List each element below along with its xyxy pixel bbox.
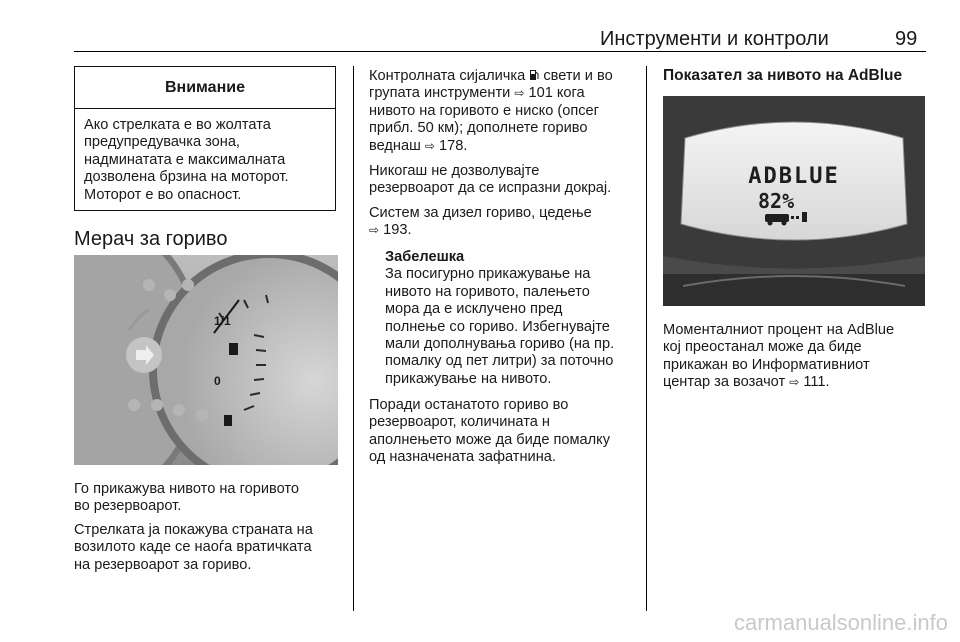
note-block (385, 249, 614, 388)
page-reference-icon: ⇨ (789, 375, 800, 390)
watermark: carmanualsonline.info (733, 610, 948, 635)
text-line: во резервоарот. (74, 498, 182, 515)
warning-box (74, 66, 336, 211)
fuel-gauge-drawing (74, 255, 338, 465)
empty-tank-paragraph (369, 163, 611, 198)
low-fuel-paragraph (369, 68, 639, 155)
text-line: нивото на горивото, палењето (385, 283, 590, 300)
adblue-description (663, 322, 894, 392)
text-span: Контролната сијаличка (369, 68, 526, 84)
warning-line: Моторот е во опасност. (84, 186, 242, 203)
text-line: Поради останатото гориво во (369, 397, 569, 413)
column-divider-right (646, 66, 647, 611)
adblue-display-illustration (663, 96, 925, 306)
fuel-gauge-illustration (74, 255, 338, 465)
column-divider-left (353, 66, 354, 611)
page-number: 99 (895, 28, 918, 50)
svg-text:0: 0 (214, 374, 221, 388)
text-line (663, 374, 894, 391)
remaining-fuel-paragraph (369, 397, 610, 467)
text-span: свети и во (543, 68, 613, 84)
text-span: веднаш (369, 137, 421, 154)
text-span: групата инструменти (369, 85, 511, 102)
text-line: прикажување на нивото. (385, 370, 552, 387)
note-title: Забелешка (385, 249, 465, 265)
page-reference-icon: ⇨ (514, 86, 525, 101)
warning-line: Ако стрелката е во жолтата (84, 117, 271, 133)
text-line: Никогаш не дозволувајте (369, 163, 540, 179)
text-line (369, 85, 639, 102)
fuel-pump-icon (529, 69, 539, 81)
page-reference-icon: ⇨ (369, 223, 380, 238)
fuel-gauge-heading: Мерач за гориво (74, 228, 228, 250)
svg-text:1/1: 1/1 (214, 314, 231, 328)
warning-line: предупредувачка зона, (84, 134, 240, 151)
page-reference-link[interactable]: 193. (383, 222, 412, 239)
warning-line: дозволена брзина на моторот. (84, 169, 289, 186)
page-reference-link[interactable]: 178. (438, 137, 468, 154)
text-line: нивото на горивото е ниско (опсег (369, 102, 599, 119)
text-line: резервоарот, количината н (369, 414, 550, 431)
text-line: аполнењето може да биде помалку (369, 431, 611, 448)
text-line: Го прикажува нивото на горивото (74, 481, 299, 497)
text-line: од назначената зафатнина. (369, 449, 556, 466)
text-line: прибл. 50 км); дополнете гориво (369, 120, 588, 137)
text-line: Систем за дизел гориво, цедење (369, 205, 592, 221)
page-reference-icon: ⇨ (424, 138, 435, 153)
text-line: Стрелката ја покажува страната на (74, 522, 313, 538)
text-line: возилото каде се наоѓа вратичката (74, 539, 312, 556)
fuel-gauge-caption-1 (74, 481, 299, 516)
adblue-display-value: 82% (758, 189, 795, 213)
text-line: мора да е исклучено пред (385, 301, 563, 318)
page-reference-link[interactable]: 101 кога (528, 85, 585, 102)
fuel-gauge-caption-2 (74, 522, 313, 574)
diesel-bleeding-paragraph (369, 205, 592, 240)
text-line: на резервоарот за гориво. (74, 556, 252, 573)
header-rule (74, 51, 926, 52)
text-line: За посигурно прикажување на (385, 266, 591, 283)
text-line (369, 138, 639, 155)
text-line: полнење со гориво. Избегнувајте (385, 318, 610, 335)
adblue-heading: Показател за нивото на AdBlue (663, 67, 903, 84)
warning-title: Внимание (75, 67, 335, 109)
text-line: помалку од пет литри) за поточно (385, 353, 614, 370)
text-line (369, 68, 639, 85)
text-line (369, 222, 592, 239)
text-line: Моменталниот процент на AdBlue (663, 322, 895, 338)
text-line: кој преостанал може да биде (663, 339, 862, 356)
text-line: мали дополнувања гориво (на пр. (385, 336, 615, 353)
text-line: резервоарот да се испразни докрај. (369, 180, 612, 197)
adblue-display-label: ADBLUE (748, 164, 840, 189)
running-header-title: Инструменти и контроли (600, 28, 829, 50)
text-span: центар за возачот (663, 374, 786, 391)
text-line: прикажан во Информативниот (663, 356, 870, 373)
page-reference-link[interactable]: 111. (803, 374, 830, 391)
warning-line: надминатата е максималната (84, 151, 286, 168)
warning-text (75, 109, 335, 204)
